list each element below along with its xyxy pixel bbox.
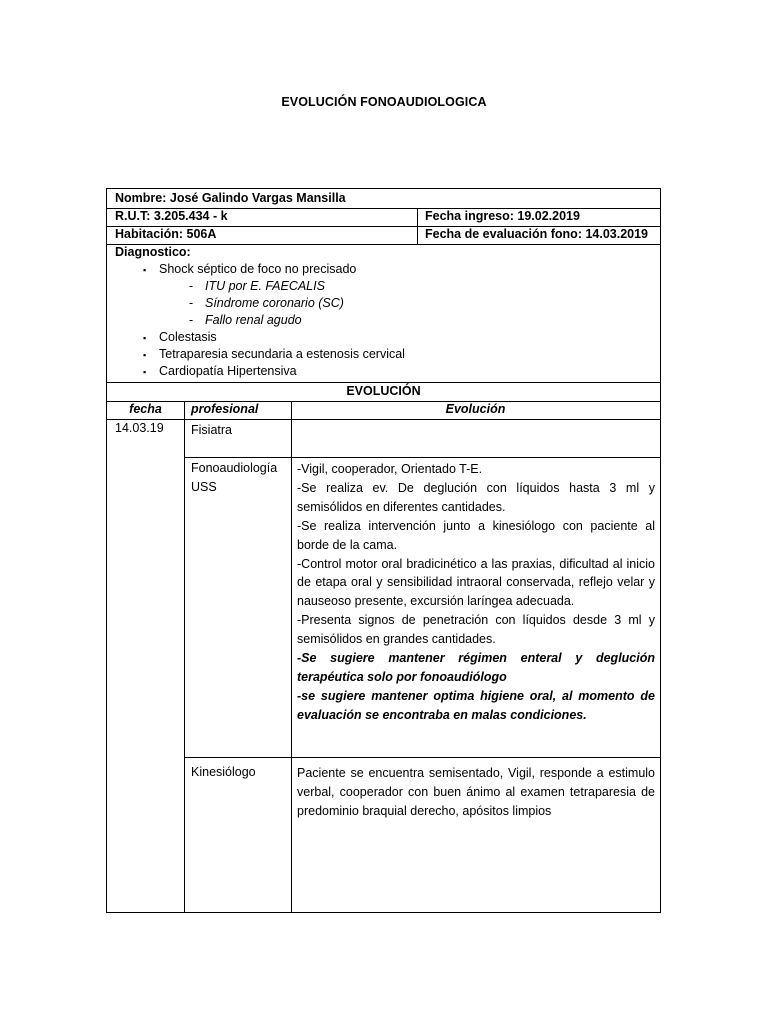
column-divider [417, 208, 418, 244]
bullet-icon: ▪ [143, 350, 147, 360]
dash-icon: - [189, 279, 194, 293]
professional-fisiatra: Fisiatra [191, 423, 232, 437]
row-divider [184, 457, 661, 458]
row-divider [107, 419, 660, 420]
kinesiologo-evolution-text [297, 764, 655, 821]
evolution-line: -Se realiza intervención junto a kinesiólogo con paciente al borde de la cama. [297, 518, 655, 552]
evolution-line: -Presenta signos de penetración con líquidos desde 3 ml y semisólidos en grandes cantidades. [297, 613, 655, 647]
evolution-line: -Vigil, cooperador, Orientado T-E. [297, 462, 483, 476]
column-divider [291, 401, 292, 913]
evolution-line: -Se realiza ev. De deglución con líquidos hasta 3 ml y semisólidos en diferentes cantidades. [297, 480, 655, 514]
patient-room: Habitación: 506A [115, 227, 217, 241]
evolution-line: -Control motor oral bradicinético a las praxias, dificultad al inicio de etapa oral y sensibilidad intraoral conservada, reflejo velar y nauseoso presente, excursión laríngea adecuada. [297, 556, 655, 609]
bullet-icon: ▪ [143, 333, 147, 343]
patient-rut: R.U.T: 3.205.434 - k [115, 209, 228, 223]
admission-date: Fecha ingreso: 19.02.2019 [425, 209, 580, 223]
patient-name: Nombre: José Galindo Vargas Mansilla [115, 191, 346, 205]
dash-icon: - [189, 313, 194, 327]
bullet-icon: ▪ [143, 367, 147, 377]
professional-kinesiologo: Kinesiólogo [191, 765, 256, 779]
patient-record-table: Nombre: José Galindo Vargas Mansilla R.U.T: 3.205.434 - k Fecha ingreso: 19.02.2019 Habitación: 506A Fecha de evaluación fono: 14.03.2019 Diagnostico: ▪ Shock séptico de foco no precisado - ITU por E. FAECALIS - Síndrome coronario (SC) - Fallo renal agudo ▪ Colestasis ▪ Tetraparesia secundaria a estenosis cervical ▪ Cardiopatía Hipertensiva EVOLUCIÓN fecha profesional Evolución 14.03.19 Fisiatra Fonoaudiología USS -Vigil, cooperador, Orientado T-E. -Se realiza ev. De deglución con líquidos hasta 3 ml y semisólidos en diferentes cantidades. -Se realiza intervención junto a kinesiólogo con paciente al borde de la cama. -Control motor oral bradicinético a las praxias, dificultad al inicio de etapa oral y sensibilidad intraoral conservada, reflejo velar y nauseoso presente, excursión laríngea adecuada. -Presenta signos de penetración con líquidos desde 3 ml y semisólidos en grandes cantidades. -Se sugiere mantener régimen enteral y deglución terapéutica solo por fonoaudiólogo -se sugiere mantener optima higiene oral, al momento de evaluación se encontraba en malas condiciones. Kinesiólogo Paciente se encuentra semisentado, Vigil, responde a estimulo verbal, cooperador con buen ánimo al examen tetraparesia de predominio braquial derecho, apósitos limpios [106, 188, 661, 913]
dash-icon: - [189, 296, 194, 310]
bullet-icon: ▪ [143, 265, 147, 275]
evaluation-date: Fecha de evaluación fono: 14.03.2019 [425, 227, 649, 241]
header-evolution: Evolución [445, 402, 506, 416]
column-divider [184, 401, 185, 913]
row-divider [184, 757, 661, 758]
professional-fonoaudiologia: Fonoaudiología USS [191, 461, 278, 494]
entry-date: 14.03.19 [115, 421, 164, 435]
evolution-recommendation: -Se sugiere mantener régimen enteral y deglución terapéutica solo por fonoaudiólogo [297, 651, 655, 684]
document-title: EVOLUCIÓN FONOAUDIOLOGICA [281, 95, 487, 109]
diagnosis-label: Diagnostico: [115, 245, 191, 259]
header-professional: profesional [191, 402, 259, 416]
evolution-line: Paciente se encuentra semisentado, Vigil, responde a estimulo verbal, cooperador con buen ánimo al examen tetraparesia de predominio braquial derecho, apósitos limpios [297, 766, 655, 818]
evolution-recommendation: -se sugiere mantener optima higiene oral, al momento de evaluación se encontraba en malas condiciones. [297, 688, 655, 722]
fonoaudiologia-evolution-text [297, 460, 655, 725]
evolution-section-title: EVOLUCIÓN [346, 384, 421, 398]
header-date: fecha [129, 402, 162, 416]
